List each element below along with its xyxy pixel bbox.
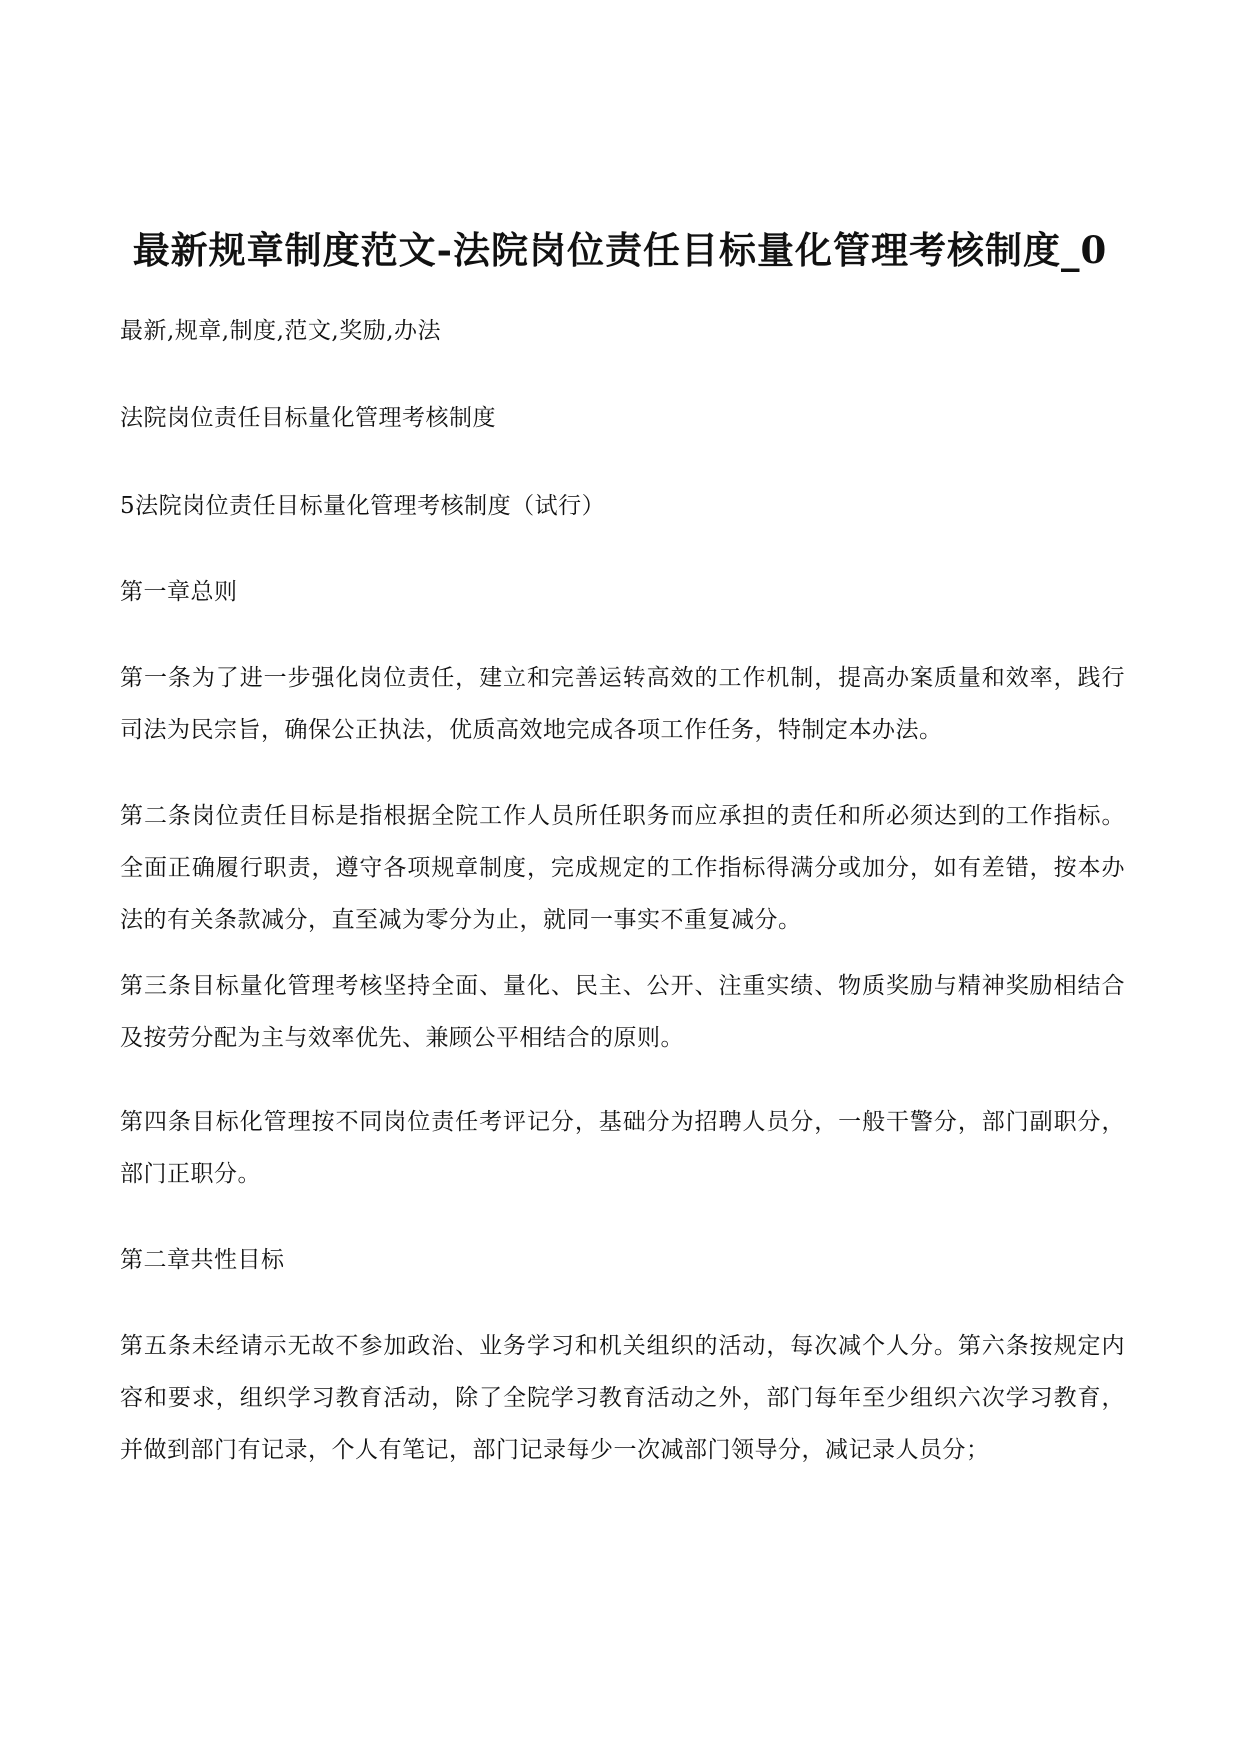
subtitle: 法院岗位责任目标量化管理考核制度 [120,405,496,431]
article-5-6: 第五条未经请示无故不参加政治、业务学习和机关组织的活动，每次减个人分。第六条按规定内容和要求，组织学习教育活动，除了全院学习教育活动之外，部门每年至少组织六次学习教育，并做到部门有记录，个人有笔记，部门记录每少一次减部门领导分，减记录人员分； [120,1333,1125,1463]
keywords-line: 最新,规章,制度,范文,奖励,办法 [120,318,442,344]
article-2: 第二条岗位责任目标是指根据全院工作人员所任职务而应承担的责任和所必须达到的工作指标。全面正确履行职责，遵守各项规章制度，完成规定的工作指标得满分或加分，如有差错，按本办法的有关条款减分，直至减为零分为止，就同一事实不重复减分。 [120,803,1125,933]
article-1: 第一条为了进一步强化岗位责任，建立和完善运转高效的工作机制，提高办案质量和效率，践行司法为民宗旨，确保公正执法，优质高效地完成各项工作任务，特制定本办法。 [120,665,1125,743]
document-title: 最新规章制度范文-法院岗位责任目标量化管理考核制度_0 [132,228,1108,272]
chapter2-heading: 第二章共性目标 [120,1247,285,1273]
article-3: 第三条目标量化管理考核坚持全面、量化、民主、公开、注重实绩、物质奖励与精神奖励相结合及按劳分配为主与效率优先、兼顾公平相结合的原则。 [120,973,1125,1051]
subtitle-trial: 5法院岗位责任目标量化管理考核制度（试行） [120,493,606,519]
article-4: 第四条目标化管理按不同岗位责任考评记分，基础分为招聘人员分，一般干警分，部门副职分，部门正职分。 [120,1109,1125,1187]
chapter1-heading: 第一章总则 [120,579,238,605]
